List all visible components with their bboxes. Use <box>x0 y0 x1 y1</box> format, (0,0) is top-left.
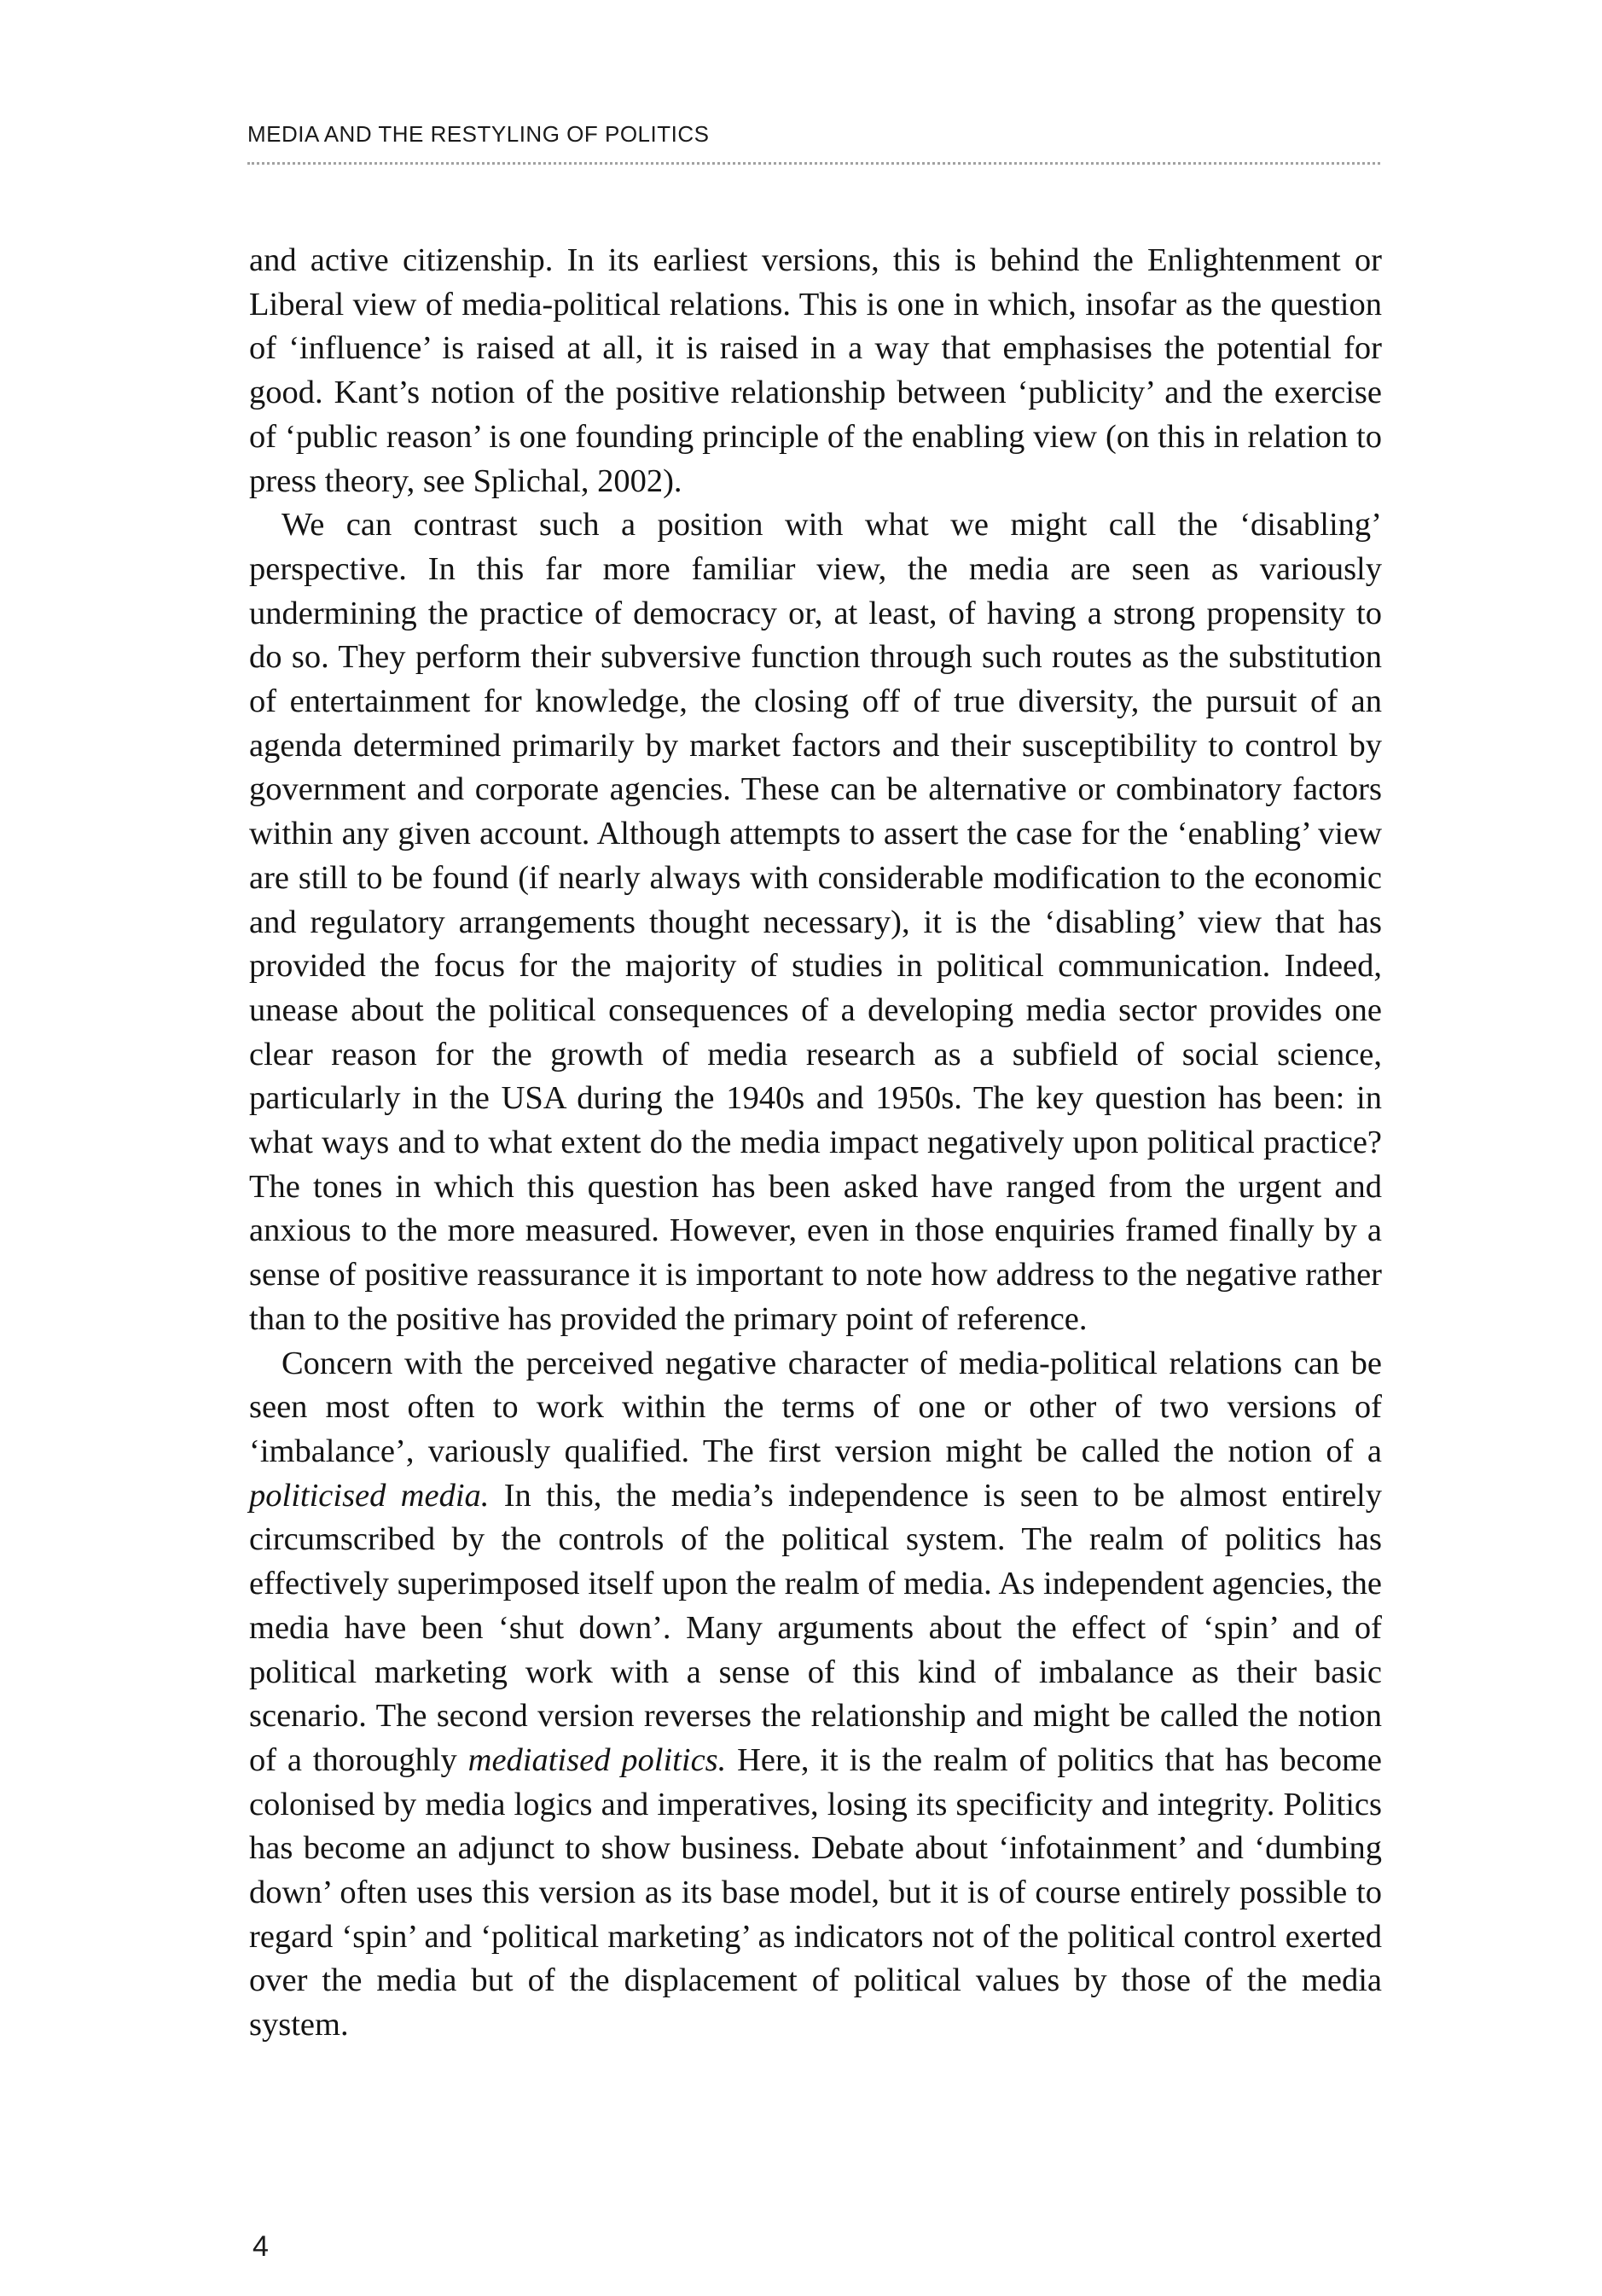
running-head: MEDIA AND THE RESTYLING OF POLITICS <box>247 121 710 147</box>
emphasis-mediatised-politics: mediatised politics. <box>467 1741 727 1778</box>
header-rule <box>247 162 1380 165</box>
paragraph-3 <box>249 1342 1382 2048</box>
paragraph-2: We can contrast such a position with what we might call the ‘disabling’ perspective. In this far more familiar view, the media are seen as variously undermining the practice of democracy or, at least, of having a strong propensity to do so. They perform their subversive function through such routes as the substitution of entertainment for knowledge, the closing off of true diversity, the pursuit of an agenda determined primarily by market factors and their susceptibility to control by government and corporate agencies. These can be alternative or combinatory factors within any given account. Although attempts to assert the case for the ‘enabling’ view are still to be found (if nearly always with considerable modification to the economic and regulatory arrangements thought necessary), it is the ‘disabling’ view that has provided the focus for the majority of studies in political communication. Indeed, unease about the political consequences of a developing media sector provides one clear reason for the growth of media research as a subfield of social science, particularly in the USA during the 1940s and 1950s. The key question has been: in what ways and to what extent do the media impact negatively upon political practice? The tones in which this question has been asked have ranged from the urgent and anxious to the more measured. However, even in those enquiries framed finally by a sense of positive reassurance it is important to note how address to the negative rather than to the positive has provided the primary point of reference. <box>249 507 1382 1337</box>
paragraph-1: and active citizenship. In its earliest versions, this is behind the Enlightenment or Liberal view of media-political relations. This is one in which, insofar as the question of ‘influence’ is raised at all, it is raised in a way that emphasises the potential for good. Kant’s notion of the positive relationship between ‘publicity’ and the exercise of ‘public reason’ is one founding principle of the enabling view (on this in relation to press theory, see Splichal, 2002). <box>249 242 1382 499</box>
paragraph-3-part-a: Concern with the perceived negative character of media-political relations can be seen most often to work within the terms of one or other of two versions of ‘imbalance’, variously qualified. The first version might be called the notion of a <box>249 1345 1382 1469</box>
paragraph-3-part-b: In this, the media’s independence is seen to be almost entirely circumscribed by the controls of the political system. The realm of politics has effectively superimposed itself upon the realm of media. As independent agencies, the media have been ‘shut down’. Many arguments about the effect of ‘spin’ and of political marketing work with a sense of this kind of imbalance as their basic scenario. The second version reverses the relationship and might be called the notion of a thoroughly <box>249 1477 1382 1778</box>
body-text <box>249 239 1382 2048</box>
page-number: 4 <box>252 2230 269 2263</box>
paragraph-3-part-c: Here, it is the realm of politics that has become colonised by media logics and imperatives, losing its specificity and integrity. Politics has become an adjunct to show business. Debate about ‘infotainment’ and ‘dumbing down’ often uses this version as its base model, but it is of course entirely possible to regard ‘spin’ and ‘political marketing’ as indicators not of the political control exerted over the media but of the displacement of political values by those of the media system. <box>249 1741 1382 2043</box>
emphasis-politicised-media: politicised media. <box>249 1477 490 1514</box>
